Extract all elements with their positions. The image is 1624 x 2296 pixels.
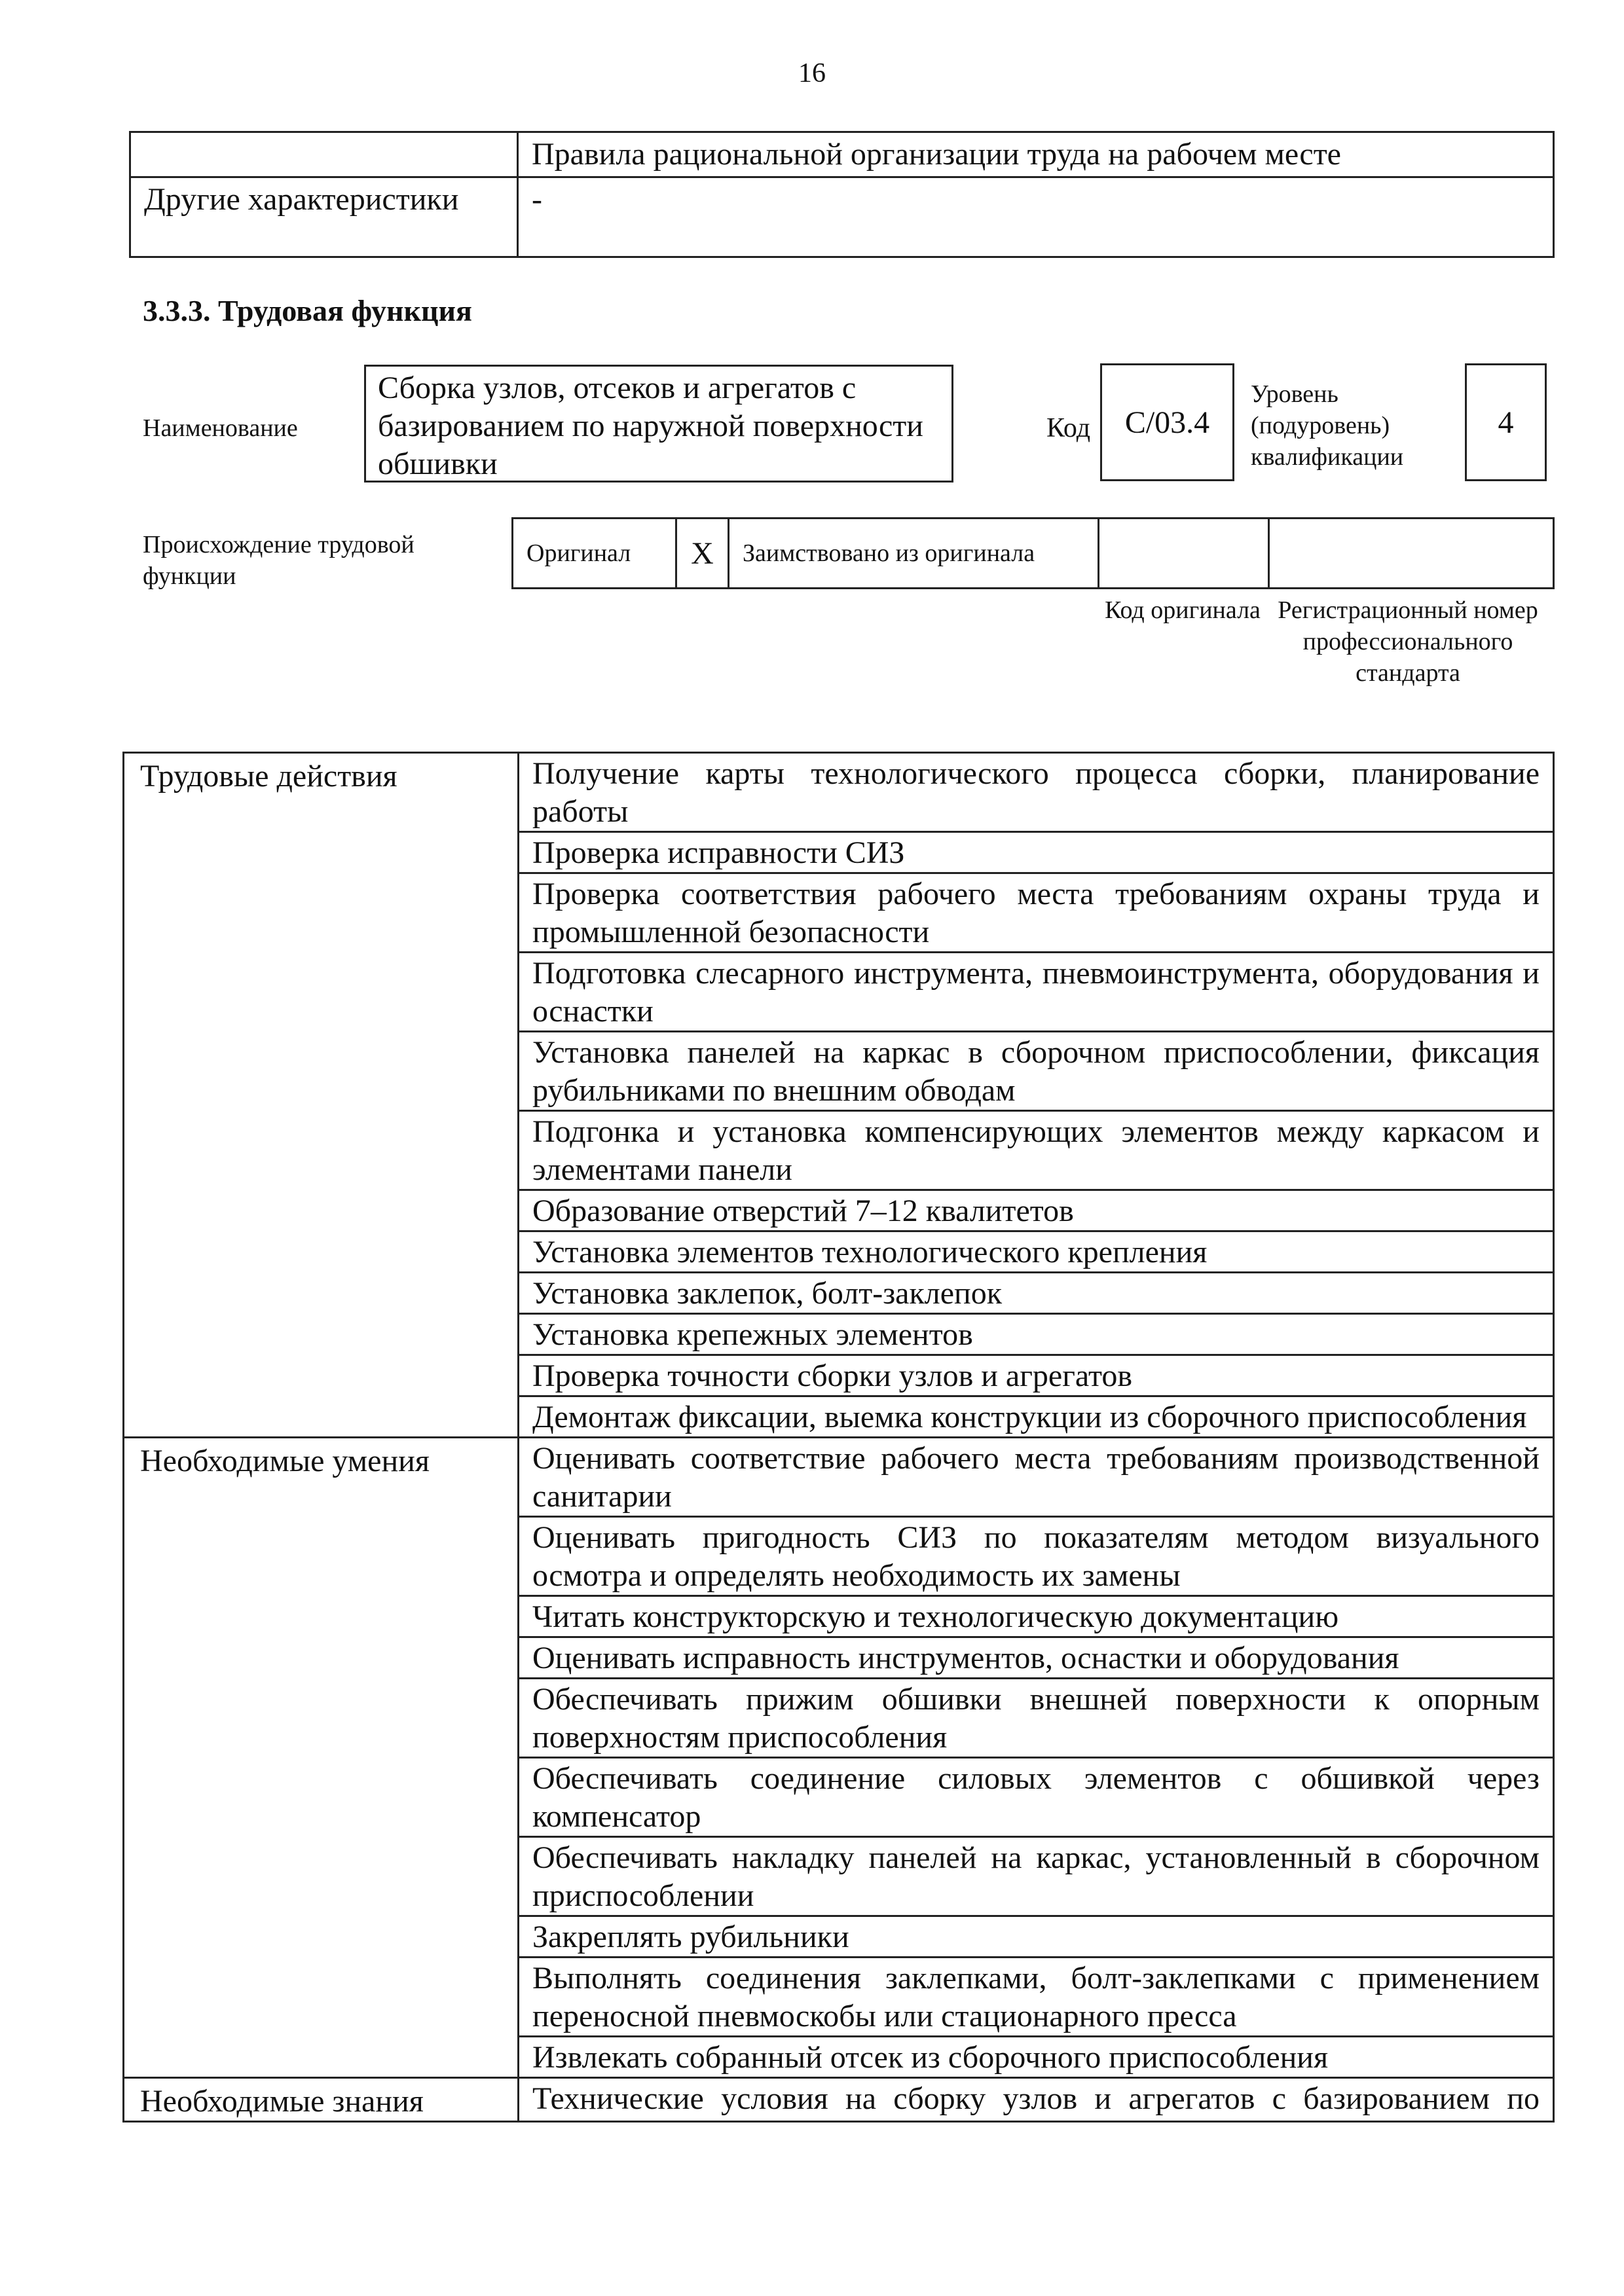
- qualification-level-label: Уровень (подуровень) квалификации: [1251, 380, 1404, 471]
- other-characteristics-value: -: [518, 177, 1554, 257]
- required-skills-item: Обеспечивать накладку панелей на каркас, установленный в сборочном приспособлении: [519, 1837, 1554, 1916]
- required-knowledge-item-text: Технические условия на сборку узлов и агрегатов с базированием по: [532, 2081, 1540, 2116]
- labor-actions-item: Установка крепежных элементов: [519, 1314, 1554, 1355]
- required-skills-label: Необходимые умения: [124, 1438, 519, 2078]
- name-label: Наименование: [143, 414, 298, 442]
- required-skills-item: Обеспечивать соединение силовых элементов с обшивкой через компенсатор: [519, 1758, 1554, 1837]
- function-name-box: Сборка узлов, отсеков и агрегатов с базированием по наружной поверхности обшивки: [364, 365, 953, 483]
- borrowed-cell: Заимствовано из оригинала: [729, 519, 1099, 589]
- labor-actions-label: Трудовые действия: [124, 753, 519, 1438]
- required-skills-row: [124, 1438, 1554, 1517]
- code-label: Код: [1046, 413, 1091, 443]
- required-skills-item: Оценивать исправность инструментов, оснастки и оборудования: [519, 1637, 1554, 1679]
- required-knowledge-label: Необходимые знания: [124, 2078, 519, 2122]
- required-skills-item: Закреплять рубильники: [519, 1916, 1554, 1958]
- qualification-level-value: 4: [1498, 405, 1514, 440]
- required-skills-item: Оценивать соответствие рабочего места требованиям производственной санитарии: [519, 1438, 1554, 1517]
- labor-actions-item: Установка панелей на каркас в сборочном приспособлении, фиксация рубильниками по внешним обводам: [519, 1032, 1554, 1111]
- labor-actions-item: Получение карты технологического процесса сборки, планирование работы: [519, 753, 1554, 832]
- original-code-cell: [1099, 519, 1269, 589]
- function-code-box: [1100, 363, 1234, 481]
- origin-label: Происхождение трудовой функции: [143, 531, 415, 590]
- required-skills-item: Выполнять соединения заклепками, болт-заклепками с применением переносной пневмоскобы или стационарного пресса: [519, 1958, 1554, 2037]
- labor-actions-item: Подгонка и установка компенсирующих элементов между каркасом и элементами панели: [519, 1111, 1554, 1190]
- origin-table: [511, 517, 1555, 589]
- labor-actions-item: Проверка соответствия рабочего места требованиям охраны труда и промышленной безопасности: [519, 873, 1554, 953]
- labor-actions-item: Подготовка слесарного инструмента, пневмоинструмента, оборудования и оснастки: [519, 953, 1554, 1032]
- page-number: 16: [798, 58, 826, 88]
- required-skills-item: Обеспечивать прижим обшивки внешней поверхности к опорным поверхностям приспособления: [519, 1679, 1554, 1758]
- required-knowledge-item: [519, 2078, 1554, 2122]
- required-skills-item: Читать конструкторскую и технологическую документацию: [519, 1596, 1554, 1637]
- labor-actions-item: Установка заклепок, болт-заклепок: [519, 1273, 1554, 1314]
- registration-number-caption: Регистрационный номер профессионального стандарта: [1278, 596, 1538, 687]
- labor-function-table: [122, 752, 1555, 2123]
- continuation-value: Правила рациональной организации труда на рабочем месте: [518, 132, 1554, 177]
- labor-actions-row: [124, 753, 1554, 832]
- registration-number-cell: [1269, 519, 1554, 589]
- original-code-caption: Код оригинала: [1105, 596, 1261, 624]
- qualification-level-box: [1465, 363, 1547, 481]
- labor-actions-item: Демонтаж фиксации, выемка конструкции из сборочного приспособления: [519, 1396, 1554, 1438]
- labor-actions-item: Установка элементов технологического крепления: [519, 1231, 1554, 1273]
- required-skills-item: Извлекать собранный отсек из сборочного приспособления: [519, 2037, 1554, 2078]
- labor-actions-item: Образование отверстий 7–12 квалитетов: [519, 1190, 1554, 1231]
- required-knowledge-row: [124, 2078, 1554, 2122]
- function-code-value: С/03.4: [1124, 405, 1210, 440]
- required-skills-item: Оценивать пригодность СИЗ по показателям методом визуального осмотра и определять необходимость их замены: [519, 1517, 1554, 1596]
- continuation-table: [129, 131, 1555, 258]
- labor-actions-item: Проверка точности сборки узлов и агрегатов: [519, 1355, 1554, 1396]
- continuation-label-cell: [130, 132, 518, 177]
- labor-actions-item: Проверка исправности СИЗ: [519, 832, 1554, 873]
- original-cell: Оригинал: [513, 519, 676, 589]
- original-mark: Х: [676, 519, 729, 589]
- section-heading: 3.3.3. Трудовая функция: [143, 294, 472, 327]
- other-characteristics-label: Другие характеристики: [130, 177, 518, 257]
